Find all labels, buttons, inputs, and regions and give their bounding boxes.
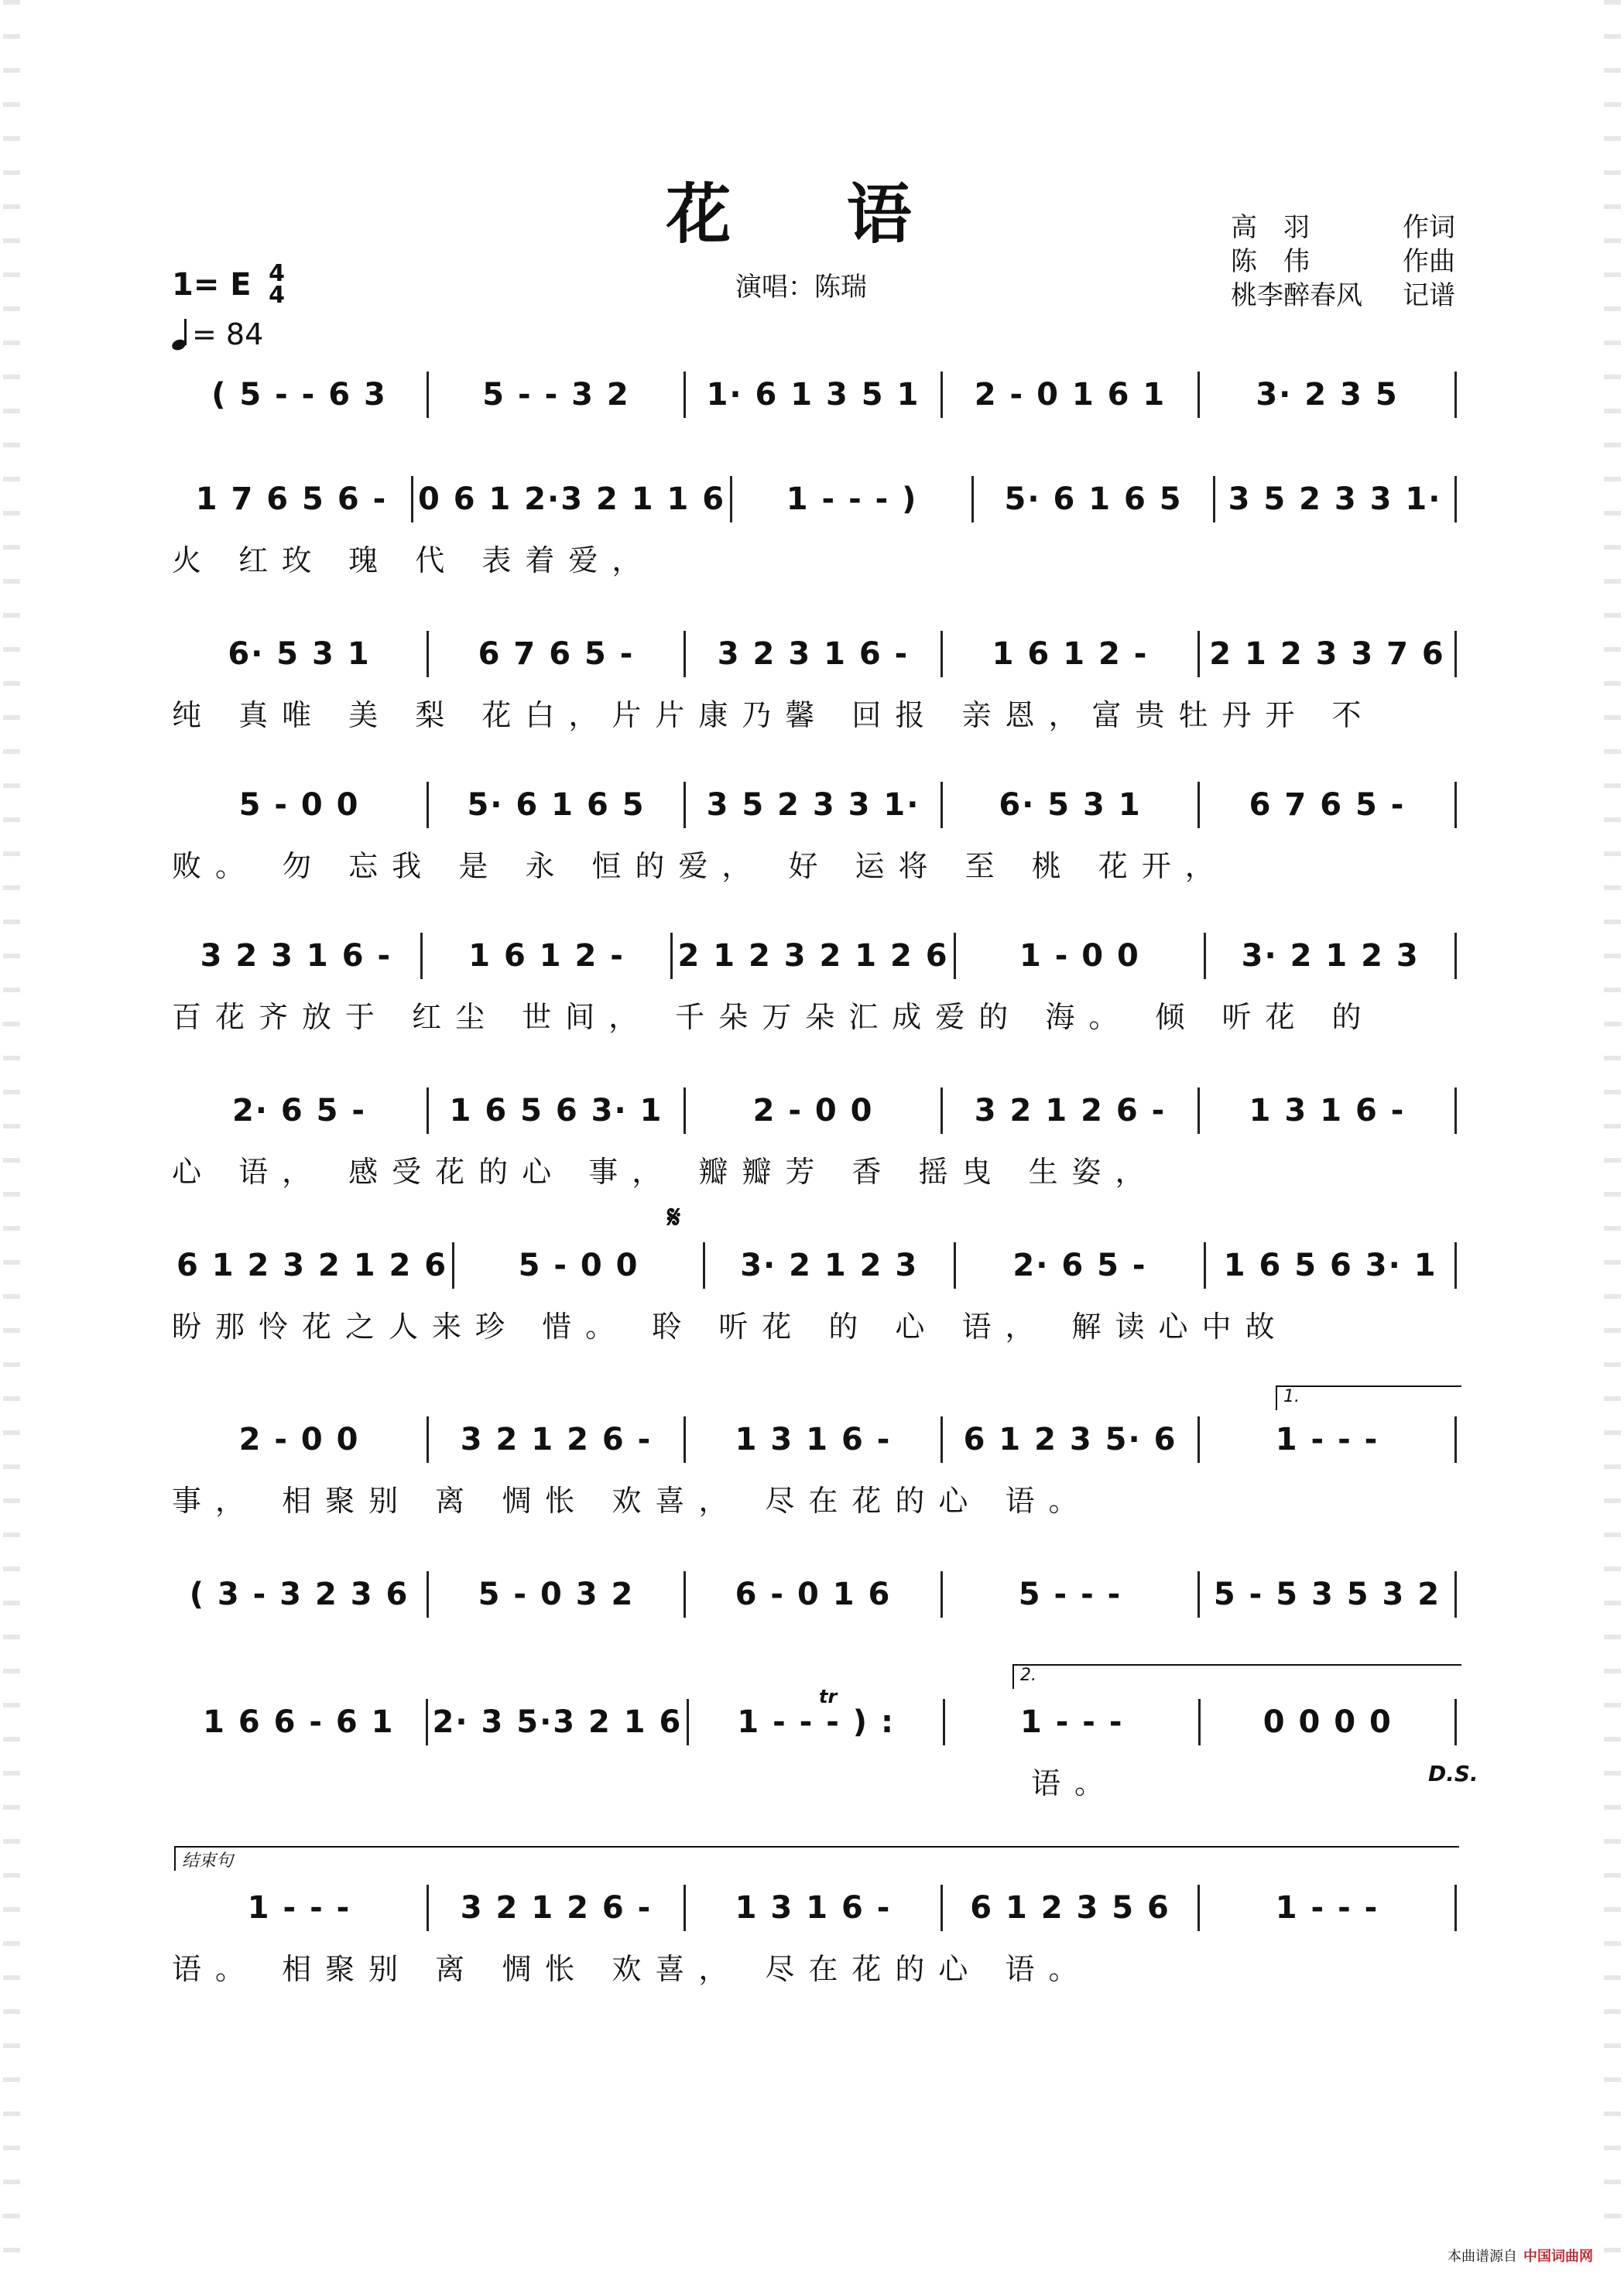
ds-marking: D.S. [1428,1761,1478,1786]
barline [1454,1242,1457,1289]
measure: 5 - 0 0 [518,1248,639,1283]
credit-lyricist: 高 羽 作词 [1231,212,1455,243]
lyrics-line: 火 红玫 瑰 代 表着爱， [172,543,656,577]
measure: 3 5 2 3 3 1· [1228,481,1442,517]
measure-row [172,631,1457,677]
footer-source: 本曲谱源自 中国词曲网 [1448,2248,1593,2265]
singer-credit: 演唱：陈瑞 [735,272,867,303]
time-signature: $\frac{4}{4}$ [269,260,286,309]
measure: 1 7 6 5 6 - [195,481,388,517]
measure: 1 6 1 2 - [992,636,1149,672]
measure: 3 2 1 2 6 - [460,1422,653,1457]
measure: 3 2 1 2 6 - [460,1890,653,1926]
barline [1454,476,1457,522]
credits [1231,211,1455,313]
measure: 1 - 0 0 [1019,938,1140,974]
measure: 1 3 1 6 - [1249,1093,1406,1129]
measure: 6 1 2 3 2 1 2 6 [176,1248,448,1283]
notation-system [172,1242,1457,1344]
measure: 2 - 0 0 [752,1093,874,1129]
measure: 5 - - 3 2 [482,377,630,413]
measure: 2· 3 5·3 2 1 6 [432,1704,683,1740]
measure: 5· 6 1 6 5 [1004,481,1183,517]
barline [1454,1699,1457,1745]
measure-row [172,782,1457,828]
song-title: 花 语 [666,176,958,252]
measure-row [172,933,1457,979]
measure: 1 - - - [1275,1890,1379,1926]
notation-system [172,476,1457,575]
measure: 1 3 1 6 - [735,1890,892,1926]
measure: 1 6 1 2 - [468,938,625,974]
barline [1454,782,1457,828]
quarter-note-icon [172,319,187,350]
measure: ( 5 - - 6 3 [211,377,387,413]
measure-row [172,1885,1457,1931]
barline [1454,1087,1457,1134]
measure: 2 1 2 3 2 1 2 6 [677,938,949,974]
measure: 6 7 6 5 - [478,636,635,672]
measure-row [172,1416,1457,1463]
notation-system [172,782,1457,881]
measure: 5 - 0 3 2 [478,1577,635,1612]
measure: 0 6 1 2·3 2 1 1 6 [417,481,726,517]
measure: 5· 6 1 6 5 [467,787,646,823]
measure: 3· 2 3 5 [1256,377,1399,413]
measure: 0 0 0 0 [1263,1704,1393,1740]
barline [1454,1571,1457,1618]
measure: 1 6 5 6 3· 1 [1223,1248,1437,1283]
measure: 2 - 0 0 [238,1422,360,1457]
measure: 6· 5 3 1 [228,636,371,672]
barline [1454,1885,1457,1931]
notation-system [172,1885,1457,1984]
measure: 6 7 6 5 - [1249,787,1406,823]
measure-row [172,1242,1457,1289]
notation-system [172,1571,1457,1670]
measure: 1 - - - ) : [737,1704,895,1740]
volta-second-ending: 2. [1012,1664,1461,1689]
measure: 5 - 0 0 [238,787,360,823]
measure-row [172,476,1457,522]
notation-system [172,1087,1457,1187]
lyrics-line: 事， 相聚别 离 惆怅 欢喜， 尽在花的心 语。 [172,1484,1092,1518]
measure: 6· 5 3 1 [999,787,1142,823]
notation-system [172,631,1457,730]
measure: 1 3 1 6 - [735,1422,892,1457]
measure: 6 - 0 1 6 [735,1577,892,1612]
measure: 2· 6 5 - [231,1093,367,1129]
barline [1454,933,1457,979]
tempo-marking: = 84 [172,317,263,351]
segno-icon: 𝄋 [667,1200,681,1235]
measure: 6 1 2 3 5 6 [970,1890,1170,1926]
measure: 2· 6 5 - [1012,1248,1147,1283]
credit-transcriber: 桃李醉春风 记谱 [1231,280,1455,311]
lyrics-line: 心 语， 感受花的心 事， 瓣瓣芳 香 摇曳 生姿， [172,1155,1159,1189]
credit-composer: 陈 伟 作曲 [1231,246,1455,277]
key-signature: 1= E $\frac{4}{4}$ [172,263,292,307]
measure: 5 - - - [1018,1577,1122,1612]
measure: 1 6 6 - 6 1 [203,1704,395,1740]
notation-system [172,933,1457,1032]
measure: 1 6 5 6 3· 1 [449,1093,663,1129]
lyrics-line: 纯 真唯 美 梨 花白，片片康乃馨 回报 亲恩，富贵牡丹开 不 [172,698,1376,732]
right-watermark-strip [1604,0,1621,2281]
lyrics-line [172,432,1457,471]
measure: 1 - - - [1275,1422,1379,1457]
measure: 1 - - - [1020,1704,1124,1740]
measure: 2 - 0 1 6 1 [974,377,1167,413]
trill-marking: tr [819,1686,838,1707]
measure: ( 3 - 3 2 3 6 [189,1577,409,1612]
barline [1454,372,1457,418]
volta-first-ending: 1. [1276,1385,1461,1410]
notation-system [172,372,1457,471]
measure: 5 - 5 3 5 3 2 [1213,1577,1441,1612]
measure: 2 1 2 3 3 7 6 [1209,636,1445,672]
measure-row [172,372,1457,418]
lyrics-line: 百花齐放于 红尘 世间， 千朵万朵汇成爱的 海。 倾 听花 的 [172,1000,1376,1034]
notation-system [172,1699,1457,1798]
lyrics-line: 语。 [1031,1766,1119,1800]
measure: 1 - - - [247,1890,351,1926]
measure: 1 - - - ) [786,481,918,517]
lyrics-line: 语。 相聚别 离 惆怅 欢喜， 尽在花的心 语。 [172,1952,1092,1986]
measure: 3· 2 1 2 3 [740,1248,919,1283]
lyrics-line: 盼那怜花之人来珍 惜。 聆 听花 的 心 语， 解读心中故 [172,1310,1289,1344]
measure: 3 2 1 2 6 - [974,1093,1167,1129]
measure: 1· 6 1 3 5 1 [706,377,920,413]
barline [1454,1416,1457,1463]
measure: 3· 2 1 2 3 [1241,938,1420,974]
measure: 3 5 2 3 3 1· [706,787,920,823]
ending-phrase-bracket: 结束句 [174,1846,1459,1871]
measure-row [172,1699,1457,1745]
lyrics-line: 败。 勿 忘我 是 永 恒的爱， 好 运将 至 桃 花开， [172,849,1228,883]
measure-row [172,1087,1457,1134]
measure: 6 1 2 3 5· 6 [963,1422,1177,1457]
left-watermark-strip [3,0,20,2281]
measure-row [172,1571,1457,1618]
measure: 3 2 3 1 6 - [200,938,392,974]
notation-system [172,1416,1457,1516]
barline [1454,631,1457,677]
measure: 3 2 3 1 6 - [717,636,910,672]
